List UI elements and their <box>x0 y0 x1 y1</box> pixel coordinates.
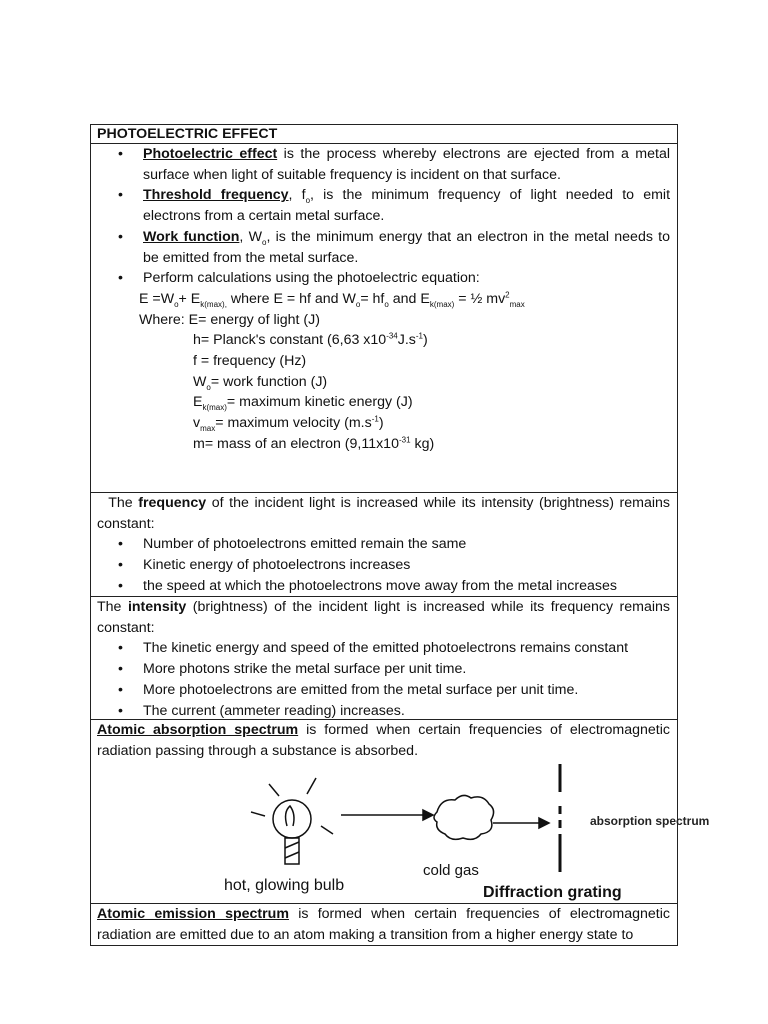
section-header: PHOTOELECTRIC EFFECT <box>91 125 677 144</box>
arrow-icon <box>341 810 433 820</box>
definition-text: , f <box>288 187 306 204</box>
subscript: k(max), <box>200 299 227 309</box>
frequency-cell <box>91 493 677 597</box>
bullet-icon: • <box>118 577 123 594</box>
bullet-icon: • <box>118 661 123 678</box>
list-item <box>97 268 670 289</box>
bulb-icon <box>251 778 333 864</box>
definition-text: , is the minimum energy that an electron in the metal needs to be emitted from the metal surface. <box>143 228 670 266</box>
subscript: o <box>355 299 361 309</box>
list-item <box>97 576 670 597</box>
where-part: kg) <box>410 435 435 452</box>
keyword-frequency: frequency <box>138 495 207 511</box>
list-item-text: More photons strike the metal surface per unit time. <box>143 661 467 678</box>
list-item-text: Number of photoelectrons emitted remain the same <box>143 536 467 553</box>
intro-text: The <box>97 495 139 511</box>
bullet-icon: • <box>118 536 123 553</box>
definition-text: is formed when certain frequencies of electromagnetic radiation are emitted due to an atom making a transition from a higher energy state to <box>97 906 670 943</box>
term-absorption-spectrum: Atomic absorption spectrum <box>97 722 299 738</box>
intro-text: (brightness) of the incident light is increased while its frequency remains constant: <box>97 599 671 636</box>
frequency-list <box>97 534 670 596</box>
term-work-function: Work function <box>143 228 240 245</box>
definitions-cell <box>91 144 677 493</box>
bullet-icon: • <box>118 640 123 657</box>
bullet-icon: • <box>118 228 123 245</box>
intensity-cell <box>91 597 677 720</box>
where-part: = maximum kinetic energy (J) <box>226 394 413 411</box>
where-line <box>97 372 670 393</box>
list-item <box>97 701 670 722</box>
superscript: -1 <box>415 331 424 341</box>
bulb-label: hot, glowing bulb <box>224 877 345 894</box>
intro-text: The <box>97 599 128 615</box>
arrow-icon <box>493 818 549 828</box>
list-item <box>97 555 670 576</box>
where-part: ) <box>423 332 428 349</box>
list-item <box>97 659 670 680</box>
equation-part: and E <box>388 290 430 307</box>
list-item-text: The current (ammeter reading) increases. <box>143 702 405 719</box>
where-line <box>97 434 670 455</box>
subscript: k(max) <box>202 403 227 413</box>
emission-definition <box>97 904 670 945</box>
where-part: = work function (J) <box>210 373 328 390</box>
where-line <box>97 413 670 434</box>
definition-text: is formed when certain frequencies of electromagnetic radiation passing through a substance is absorbed. <box>97 722 670 759</box>
where-part: = maximum velocity (m.s <box>215 415 372 432</box>
equation-part: where E = hf and W <box>226 290 356 307</box>
intro-text: of the incident light is increased while its intensity (brightness) remains constant: <box>97 495 674 532</box>
subscript: o <box>206 382 211 392</box>
definition-text: , W <box>239 228 262 245</box>
gas-label: cold gas <box>423 862 479 879</box>
subscript: max <box>509 299 525 309</box>
superscript: -1 <box>371 414 379 424</box>
definition-text: is the process whereby electrons are ejected from a metal surface when light of suitable frequency is incident on that surface. <box>143 146 670 183</box>
frequency-intro <box>97 493 674 534</box>
where-line <box>97 330 670 351</box>
where-part: W <box>193 373 207 390</box>
bullet-icon: • <box>118 270 123 287</box>
definition-text: Perform calculations using the photoelectric equation: <box>143 270 480 287</box>
notes-table <box>90 124 710 946</box>
grating-label: Diffraction grating <box>483 884 622 901</box>
list-item-text: Kinetic energy of photoelectrons increases <box>143 557 411 574</box>
gas-cloud-icon <box>434 795 494 839</box>
where-part: E <box>193 394 203 411</box>
bullet-icon: • <box>118 146 123 162</box>
term-emission-spectrum: Atomic emission spectrum <box>97 906 289 922</box>
list-item <box>97 185 670 226</box>
equation-part: E =W <box>139 290 175 307</box>
bullet-icon: • <box>118 702 123 719</box>
list-item <box>97 680 670 701</box>
list-item-text: The kinetic energy and speed of the emitted photoelectrons remains constant <box>143 640 629 657</box>
where-part: m= mass of an electron (9,11x10 <box>193 435 399 452</box>
absorption-cell <box>91 720 710 904</box>
list-item-text: More photoelectrons are emitted from the metal surface per unit time. <box>143 681 579 698</box>
subscript: k(max) <box>429 299 455 309</box>
where-line: f = frequency (Hz) <box>193 353 307 370</box>
equation-part: = hf <box>360 290 385 307</box>
absorption-diagram <box>111 764 710 902</box>
list-item <box>97 227 670 268</box>
equation-part: + E <box>178 290 201 307</box>
bullet-icon: • <box>118 681 123 698</box>
list-item-text: the speed at which the photoelectrons move away from the metal increases <box>143 577 617 594</box>
subscript: max <box>200 423 216 433</box>
absorption-definition <box>97 720 670 761</box>
list-item <box>97 534 670 555</box>
where-line: Where: E= energy of light (J) <box>139 311 320 328</box>
where-part: ) <box>378 415 384 432</box>
superscript: 2 <box>505 290 510 300</box>
bullet-icon: • <box>118 557 123 574</box>
photoelectric-equation <box>97 289 670 310</box>
emission-cell <box>91 904 677 945</box>
term-photoelectric-effect: Photoelectric effect <box>143 146 278 162</box>
intensity-list <box>97 638 670 721</box>
term-threshold-frequency: Threshold frequency <box>143 187 289 204</box>
where-part: J.s <box>397 332 416 349</box>
subscript: o <box>174 299 179 309</box>
subscript: o <box>261 237 267 247</box>
list-item <box>97 638 670 659</box>
subscript: o <box>384 299 389 309</box>
spectrum-label: absorption spectrum <box>590 814 710 828</box>
bullet-icon: • <box>118 187 123 204</box>
subscript: o <box>305 196 311 206</box>
where-part: h= Planck's constant (6,63 x10 <box>193 332 387 349</box>
equation-part: = ½ mv <box>454 290 506 307</box>
superscript: -34 <box>386 331 398 341</box>
definition-text: , is the minimum frequency of light needed to emit electrons from a certain metal surface. <box>143 187 671 225</box>
superscript: -31 <box>398 435 411 445</box>
where-line <box>97 392 670 413</box>
intensity-intro <box>97 597 670 638</box>
definitions-list <box>97 144 670 289</box>
list-item <box>97 144 670 185</box>
keyword-intensity: intensity <box>127 599 187 615</box>
where-part: v <box>193 415 201 432</box>
